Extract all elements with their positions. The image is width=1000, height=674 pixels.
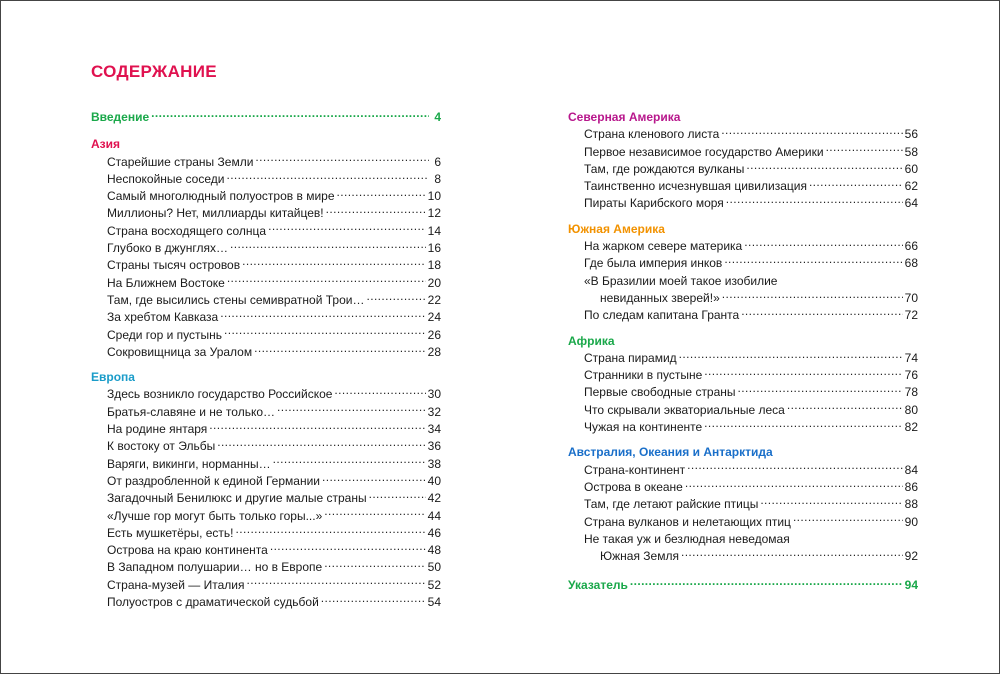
leader-dots bbox=[366, 292, 425, 304]
toc-entry-label: На родине янтаря bbox=[107, 422, 208, 437]
leader-dots bbox=[704, 419, 902, 431]
toc-entry-label: Первые свободные страны bbox=[584, 385, 736, 400]
toc-entry[interactable] bbox=[91, 421, 441, 438]
toc-entry-label-line2: Южная Земля bbox=[600, 549, 679, 564]
toc-entry-label: Старейшие страны Земли bbox=[107, 154, 254, 169]
toc-entry[interactable] bbox=[568, 462, 918, 479]
leader-dots bbox=[236, 525, 426, 537]
leader-dots bbox=[826, 144, 903, 156]
toc-entry-page: 46 bbox=[427, 525, 441, 540]
toc-entry-page: 58 bbox=[904, 144, 918, 159]
toc-entry-label: Таинственно исчезнувшая цивилизация bbox=[584, 179, 807, 194]
toc-entry-label: Страна вулканов и нелетающих птиц bbox=[584, 514, 791, 529]
leader-dots bbox=[270, 542, 426, 554]
toc-entry[interactable] bbox=[91, 525, 441, 542]
toc-entry[interactable] bbox=[568, 238, 918, 255]
toc-entry[interactable] bbox=[91, 404, 441, 421]
toc-entry-page: 84 bbox=[904, 462, 918, 477]
toc-entry[interactable] bbox=[91, 559, 441, 576]
toc-entry-label: Первое независимое государство Америки bbox=[584, 144, 824, 159]
toc-entry-label-line1: «В Бразилии моей такое изобилие bbox=[584, 273, 778, 288]
toc-entry[interactable] bbox=[568, 350, 918, 367]
toc-entry[interactable] bbox=[568, 384, 918, 401]
leader-dots bbox=[273, 456, 426, 468]
leader-dots bbox=[744, 238, 902, 250]
toc-entry[interactable] bbox=[91, 309, 441, 326]
toc-entry-label: Страна-музей — Италия bbox=[107, 577, 245, 592]
section-heading-africa: Африка bbox=[568, 333, 615, 348]
europe-list bbox=[91, 386, 441, 611]
toc-entry-page: 14 bbox=[427, 223, 441, 238]
asia-list bbox=[91, 154, 441, 362]
toc-entry[interactable] bbox=[568, 479, 918, 496]
toc-entry[interactable] bbox=[91, 327, 441, 344]
toc-entry[interactable] bbox=[568, 178, 918, 195]
toc-entry[interactable] bbox=[91, 386, 441, 403]
leader-dots bbox=[681, 548, 903, 560]
toc-entry-page: 26 bbox=[427, 327, 441, 342]
toc-entry-label: Острова на краю континента bbox=[107, 543, 268, 558]
toc-entry-label: За хребтом Кавказа bbox=[107, 310, 219, 325]
toc-entry[interactable] bbox=[91, 594, 441, 611]
toc-entry-page: 72 bbox=[904, 308, 918, 323]
leader-dots bbox=[746, 161, 902, 173]
toc-entry[interactable] bbox=[91, 542, 441, 559]
leader-dots bbox=[724, 255, 902, 267]
toc-entry-label: От раздробленной к единой Германии bbox=[107, 473, 320, 488]
leader-dots bbox=[630, 577, 903, 589]
leader-dots bbox=[227, 275, 426, 287]
toc-entry-label: Миллионы? Нет, миллиарды китайцев! bbox=[107, 206, 324, 221]
africa-list bbox=[568, 350, 918, 436]
toc-entry-label: По следам капитана Гранта bbox=[584, 308, 740, 323]
toc-entry-page: 24 bbox=[427, 310, 441, 325]
toc-entry-intro[interactable] bbox=[91, 109, 441, 126]
toc-entry-page: 54 bbox=[427, 595, 441, 610]
toc-entry[interactable] bbox=[568, 367, 918, 384]
leader-dots bbox=[738, 384, 903, 396]
toc-entry-page: 82 bbox=[904, 420, 918, 435]
leader-dots bbox=[246, 577, 425, 589]
toc-entry-page: 66 bbox=[904, 239, 918, 254]
section-heading-south-america: Южная Америка bbox=[568, 221, 665, 236]
toc-entry-page: 22 bbox=[427, 292, 441, 307]
toc-entry-label: Там, где рождаются вулканы bbox=[584, 161, 745, 176]
toc-entry[interactable] bbox=[568, 496, 918, 513]
leader-dots bbox=[321, 594, 426, 606]
leader-dots bbox=[726, 195, 903, 207]
leader-dots bbox=[334, 386, 425, 398]
toc-entry-label: Неспокойные соседи bbox=[107, 171, 225, 186]
toc-entry-page: 94 bbox=[904, 578, 918, 593]
toc-entry-page: 92 bbox=[904, 549, 918, 564]
toc-entry-page: 50 bbox=[427, 560, 441, 575]
toc-entry-page: 34 bbox=[427, 422, 441, 437]
leader-dots bbox=[230, 240, 426, 252]
toc-entry-label: Есть мушкетёры, есть! bbox=[107, 525, 234, 540]
toc-entry[interactable] bbox=[91, 577, 441, 594]
right-column bbox=[568, 109, 918, 595]
leader-dots bbox=[721, 126, 902, 138]
toc-entry-page: 4 bbox=[434, 110, 441, 124]
south-america-list bbox=[568, 238, 918, 273]
toc-entry[interactable] bbox=[568, 144, 918, 161]
toc-entry-page: 90 bbox=[904, 514, 918, 529]
toc-entry-label: Глубоко в джунглях… bbox=[107, 241, 229, 256]
toc-entry-page: 18 bbox=[427, 258, 441, 273]
leader-dots bbox=[324, 559, 425, 571]
leader-dots bbox=[277, 404, 426, 416]
leader-dots bbox=[685, 479, 903, 491]
toc-entry[interactable] bbox=[91, 240, 441, 257]
toc-entry-page: 36 bbox=[427, 439, 441, 454]
toc-entry-page: 12 bbox=[427, 206, 441, 221]
toc-entry-page: 20 bbox=[427, 275, 441, 290]
toc-entry-label: Братья-славяне и не только… bbox=[107, 404, 276, 419]
leader-dots bbox=[369, 490, 426, 502]
toc-entry[interactable] bbox=[91, 508, 441, 525]
toc-entry-page: 38 bbox=[427, 456, 441, 471]
toc-entry-page: 64 bbox=[904, 196, 918, 211]
toc-entry-label: Там, где высились стены семивратной Трои… bbox=[107, 292, 365, 307]
toc-entry-label: На жарком севере материка bbox=[584, 239, 743, 254]
section-heading-australia: Австралия, Океания и Антарктида bbox=[568, 445, 773, 460]
toc-entry-page: 8 bbox=[434, 171, 441, 186]
toc-entry-page: 16 bbox=[427, 241, 441, 256]
toc-entry-label: На Ближнем Востоке bbox=[107, 275, 225, 290]
toc-entry[interactable] bbox=[91, 223, 441, 240]
toc-entry-page: 78 bbox=[904, 385, 918, 400]
toc-entry-label: Сокровищница за Уралом bbox=[107, 344, 253, 359]
toc-entry-page: 10 bbox=[427, 189, 441, 204]
toc-entry-page: 42 bbox=[427, 491, 441, 506]
toc-entry[interactable] bbox=[91, 171, 441, 188]
leader-dots bbox=[151, 109, 429, 121]
toc-entry-page: 30 bbox=[427, 387, 441, 402]
toc-entry-label: Указатель bbox=[568, 578, 628, 593]
toc-entry-label: Загадочный Бенилюкс и другие малые страны bbox=[107, 491, 367, 506]
toc-entry[interactable] bbox=[568, 307, 918, 324]
toc-entry-page: 88 bbox=[904, 497, 918, 512]
toc-entry-label: Введение bbox=[91, 110, 150, 124]
leader-dots bbox=[337, 188, 426, 200]
leader-dots bbox=[209, 421, 425, 433]
toc-entry-label: Самый многолюдный полуостров в мире bbox=[107, 189, 335, 204]
toc-entry-page: 80 bbox=[904, 402, 918, 417]
toc-entry-page: 62 bbox=[904, 179, 918, 194]
section-heading-north-america: Северная Америка bbox=[568, 110, 681, 124]
toc-entry[interactable] bbox=[568, 402, 918, 419]
toc-entry-page: 68 bbox=[904, 256, 918, 271]
toc-entry-page: 70 bbox=[904, 290, 918, 305]
toc-entry-page: 44 bbox=[427, 508, 441, 523]
toc-entry-page: 74 bbox=[904, 350, 918, 365]
toc-entry[interactable] bbox=[568, 419, 918, 436]
toc-entry-label: Страны тысяч островов bbox=[107, 258, 241, 273]
toc-entry[interactable] bbox=[91, 275, 441, 292]
toc-entry[interactable] bbox=[568, 255, 918, 272]
leader-dots bbox=[322, 473, 426, 485]
toc-entry-label: Что скрывали экваториальные леса bbox=[584, 402, 785, 417]
toc-entry-page: 28 bbox=[427, 344, 441, 359]
leader-dots bbox=[324, 508, 425, 520]
toc-entry[interactable] bbox=[568, 126, 918, 143]
toc-entry-label: Полуостров с драматической судьбой bbox=[107, 595, 319, 610]
toc-entry[interactable] bbox=[568, 514, 918, 531]
toc-entry-label: В Западном полушарии… но в Европе bbox=[107, 560, 323, 575]
toc-entry[interactable] bbox=[568, 273, 918, 308]
leader-dots bbox=[679, 350, 903, 362]
toc-entry-page: 40 bbox=[427, 473, 441, 488]
leader-dots bbox=[760, 496, 902, 508]
toc-entry[interactable] bbox=[91, 456, 441, 473]
north-america-list bbox=[568, 126, 918, 212]
leader-dots bbox=[255, 154, 429, 166]
toc-entry[interactable] bbox=[91, 257, 441, 274]
leader-dots bbox=[226, 171, 429, 183]
toc-entry-page: 56 bbox=[904, 127, 918, 142]
leader-dots bbox=[220, 309, 425, 321]
toc-entry[interactable] bbox=[91, 490, 441, 507]
leader-dots bbox=[687, 462, 903, 474]
leader-dots bbox=[268, 223, 426, 235]
leader-dots bbox=[704, 367, 902, 379]
toc-entry[interactable] bbox=[91, 292, 441, 309]
toc-entry[interactable] bbox=[568, 161, 918, 178]
section-heading-asia: Азия bbox=[91, 137, 121, 152]
leader-dots bbox=[809, 178, 903, 190]
leader-dots bbox=[326, 205, 426, 217]
toc-entry-index[interactable] bbox=[568, 577, 918, 594]
toc-entry[interactable] bbox=[91, 154, 441, 171]
toc-entry-page: 48 bbox=[427, 543, 441, 558]
toc-entry-page: 6 bbox=[434, 154, 441, 169]
toc-entry-label: Острова в океане bbox=[584, 479, 683, 494]
toc-entry[interactable] bbox=[568, 531, 918, 566]
toc-entry-page: 60 bbox=[904, 161, 918, 176]
leader-dots bbox=[741, 307, 902, 319]
toc-entry-page: 86 bbox=[904, 479, 918, 494]
toc-entry-label: Варяги, викинги, норманны… bbox=[107, 456, 271, 471]
toc-entry-label: Пираты Карибского моря bbox=[584, 196, 724, 211]
leader-dots bbox=[254, 344, 426, 356]
toc-entry-label: «Лучше гор могут быть только горы...» bbox=[107, 508, 323, 523]
toc-entry-label: Среди гор и пустынь bbox=[107, 327, 222, 342]
toc-entry-label: Здесь возникло государство Российское bbox=[107, 387, 333, 402]
toc-entry[interactable] bbox=[91, 344, 441, 361]
toc-entry-label: Где была империя инков bbox=[584, 256, 723, 271]
toc-entry-label-line1: Не такая уж и безлюдная неведомая bbox=[584, 531, 790, 546]
toc-entry-label: К востоку от Эльбы bbox=[107, 439, 216, 454]
toc-entry-page: 76 bbox=[904, 368, 918, 383]
toc-entry[interactable] bbox=[91, 188, 441, 205]
toc-entry-label-line2: невиданных зверей!» bbox=[600, 290, 720, 305]
toc-entry-label: Страна-континент bbox=[584, 462, 686, 477]
left-column bbox=[91, 109, 441, 611]
leader-dots bbox=[787, 402, 903, 414]
toc-entry[interactable] bbox=[91, 205, 441, 222]
leader-dots bbox=[217, 438, 425, 450]
leader-dots bbox=[242, 257, 426, 269]
toc-entry-label: Странники в пустыне bbox=[584, 368, 703, 383]
page-title: СОДЕРЖАНИЕ bbox=[91, 62, 217, 81]
leader-dots bbox=[722, 290, 903, 302]
toc-entry-label: Чужая на континенте bbox=[584, 420, 703, 435]
toc-entry-page: 52 bbox=[427, 577, 441, 592]
toc-entry-page: 32 bbox=[427, 404, 441, 419]
toc-entry-label: Страна восходящего солнца bbox=[107, 223, 267, 238]
toc-entry[interactable] bbox=[568, 195, 918, 212]
australia-list bbox=[568, 462, 918, 531]
toc-entry-label: Страна кленового листа bbox=[584, 127, 720, 142]
toc-entry[interactable] bbox=[91, 473, 441, 490]
toc-entry[interactable] bbox=[91, 438, 441, 455]
toc-entry-label: Страна пирамид bbox=[584, 350, 677, 365]
toc-entry-label: Там, где летают райские птицы bbox=[584, 497, 759, 512]
section-heading-europe: Европа bbox=[91, 370, 135, 385]
leader-dots bbox=[793, 514, 903, 526]
leader-dots bbox=[224, 327, 426, 339]
